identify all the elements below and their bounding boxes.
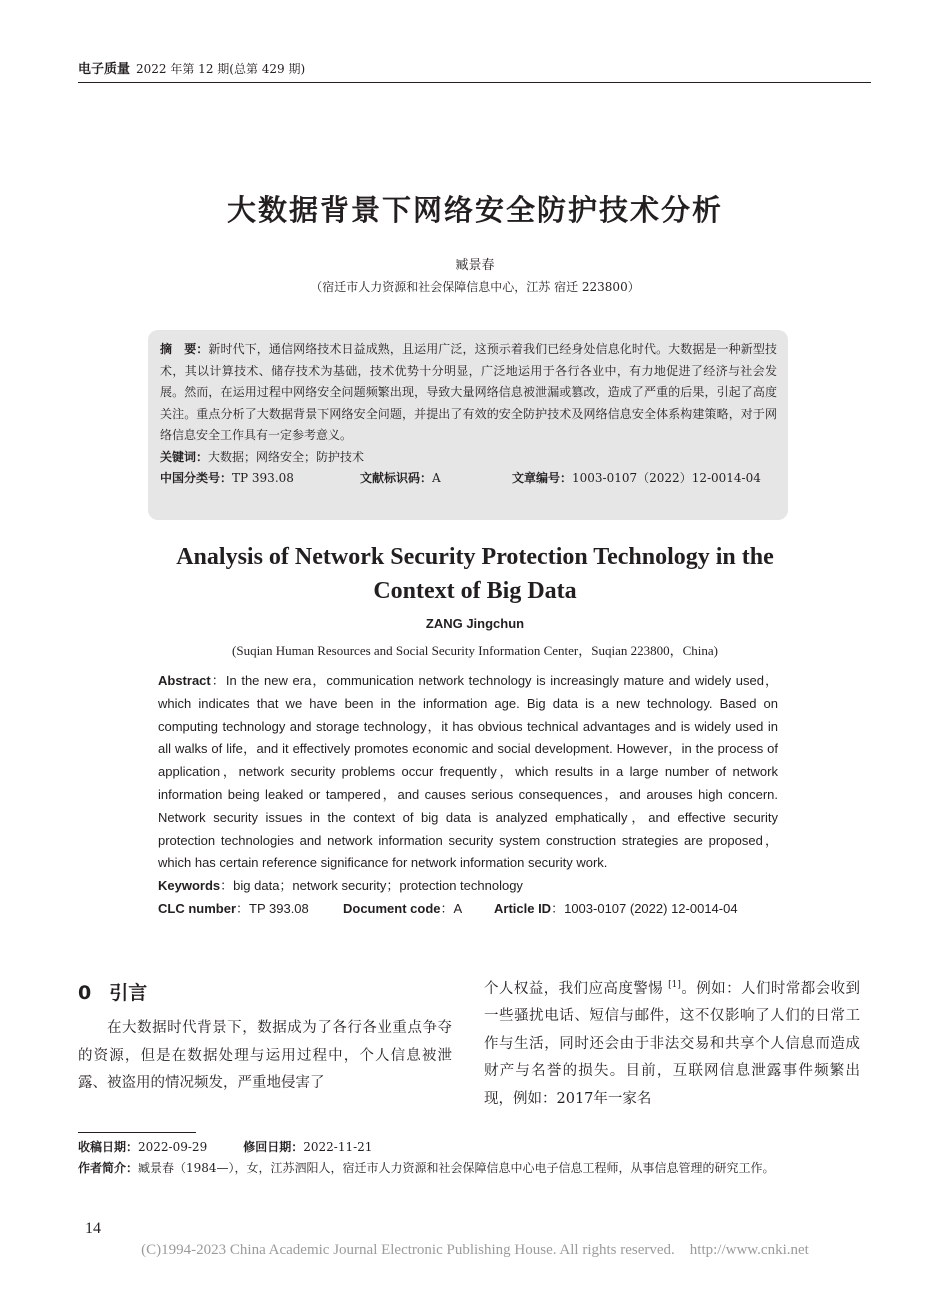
doc-code-en-value: A <box>453 900 463 916</box>
doc-code-cn-value: A <box>432 471 441 485</box>
classification-en <box>158 898 778 921</box>
section-heading <box>78 978 147 1005</box>
abstract-en-label: Abstract <box>158 673 211 688</box>
keywords-en-text: big data；network security；protection technology <box>233 878 523 894</box>
doc-code-cn-label: 文献标识码： <box>360 471 433 485</box>
body-right-text-a: 个人权益，我们应高度警惕 <box>484 980 664 997</box>
title-en-line2: Context of Big Data <box>373 578 577 604</box>
dates-row <box>78 1137 873 1158</box>
article-id-en-value: 1003-0107 (2022) 12-0014-04 <box>564 900 738 916</box>
footnote-rule <box>78 1132 196 1133</box>
copyright-notice: (C)1994-2023 China Academic Journal Electronic Publishing House. All rights reserved. http://www.cnki.net <box>141 1242 809 1258</box>
section-title: 引言 <box>109 982 148 1004</box>
keywords-cn-text: 大数据；网络安全；防护技术 <box>208 449 365 464</box>
clc-cn-value: TP 393.08 <box>232 471 294 485</box>
bio-text: 臧景春（1984—），女，江苏泗阳人，宿迁市人力资源和社会保障信息中心电子信息工程师，从事信息管理的研究工作。 <box>138 1161 775 1175</box>
abstract-en-block <box>158 670 778 921</box>
clc-en-value: TP 393.08 <box>249 900 309 916</box>
keywords-cn <box>160 447 777 469</box>
title-en <box>0 540 950 608</box>
abstract-cn <box>160 339 777 447</box>
keywords-cn-label: 关键词： <box>160 449 209 464</box>
body-left-column: 在大数据时代背景下，数据成为了各行各业重点争夺的资源，但是在数据处理与运用过程中，个人信息被泄露、被盗用的情况频发，严重地侵害了 <box>78 1020 452 1091</box>
revised-date: 2022-11-21 <box>303 1140 373 1154</box>
title-en-line1: Analysis of Network Security Protection Technology in the <box>176 544 774 570</box>
received-date: 2022-09-29 <box>138 1140 208 1154</box>
bio-label: 作者简介： <box>78 1161 139 1175</box>
running-header <box>78 58 868 77</box>
revised-label: 修回日期： <box>243 1140 304 1154</box>
abstract-cn-text: 新时代下，通信网络技术日益成熟，且运用广泛，这预示着我们已经身处信息化时代。大数据是一种新型技术，其以计算技术、储存技术为基础，技术优势十分明显，广泛地运用于各行各业中，有力地促进了经济与社会发展。然而，在运用过程中网络安全问题频繁出现，导致大量网络信息被泄漏或篡改，造成了严重的后果，引起了高度关注。重点分析了大数据背景下网络安全问题，并提出了有效的安全防护技术及网络信息安全体系构建策略，对于网络信息安全工作具有一定参考意义。 <box>160 342 777 442</box>
journal-name: 电子质量 <box>78 62 131 77</box>
affiliation-en: (Suqian Human Resources and Social Security Information Center，Suqian 223800，China) <box>232 643 718 658</box>
keywords-en-sep: ： <box>220 878 234 894</box>
abstract-en <box>158 670 778 875</box>
clc-cn-label: 中国分类号： <box>160 471 233 485</box>
article-id-cn-label: 文章编号： <box>512 471 573 485</box>
article-id-cn-value: 1003-0107（2022）12-0014-04 <box>572 471 761 485</box>
issue-info: 2022 年第 12 期(总第 429 期) <box>136 62 306 76</box>
keywords-en-label: Keywords <box>158 878 221 894</box>
footnote <box>78 1137 873 1179</box>
page-number: 14 <box>85 1220 101 1237</box>
body-right-column <box>484 972 860 1113</box>
received-label: 收稿日期： <box>78 1140 139 1154</box>
body-right-text-b: 。例如：人们时常都会收到一些骚扰电话、短信与邮件，这不仅影响了人们的日常工作与生活，同时还会由于非法交易和共享个人信息而造成财产与名誉的损失。目前，互联网信息泄露事件频繁出现，例如：2017年一家名 <box>484 980 861 1107</box>
article-id-en-sep: ： <box>551 900 565 916</box>
clc-en-label: CLC number <box>158 900 236 916</box>
citation-ref[interactable]: [1] <box>668 980 681 990</box>
abstract-en-text: In the new era，communication network technology is increasingly mature and widely used，which indicates that we have been in the information age. Big data is a new technology. Based on computing technology and storage technology，it has obvious technical advantages and is widely used in all walks of life，and it effectively promotes economic and social development. However，in the process of application，network security problems occur frequently，which results in a large number of network information being leaked or tampered，and causes serious consequences，and arouses high concern. Network security issues in the context of big data is analyzed emphatically，and effective security protection technologies and network information security system construction strategies are proposed，which has certain reference significance for network information security work. <box>158 673 778 871</box>
author-bio-row <box>78 1158 873 1179</box>
doc-code-en-sep: ： <box>440 900 454 916</box>
keywords-en <box>158 875 778 898</box>
author-cn: 臧景春 <box>455 258 495 273</box>
abstract-en-sep: ： <box>210 673 226 688</box>
title-cn: 大数据背景下网络安全防护技术分析 <box>226 193 723 227</box>
section-number: 0 <box>78 982 92 1004</box>
abstract-cn-box <box>148 330 788 520</box>
clc-en-sep: ： <box>236 900 250 916</box>
header-rule <box>78 82 871 83</box>
abstract-cn-label: 摘 要： <box>160 342 209 356</box>
classification-cn <box>160 468 777 490</box>
doc-code-en-label: Document code <box>343 900 441 916</box>
affiliation-cn: （宿迁市人力资源和社会保障信息中心，江苏 宿迁 223800） <box>310 280 640 294</box>
author-en: ZANG Jingchun <box>425 616 525 631</box>
article-id-en-label: Article ID <box>494 900 552 916</box>
